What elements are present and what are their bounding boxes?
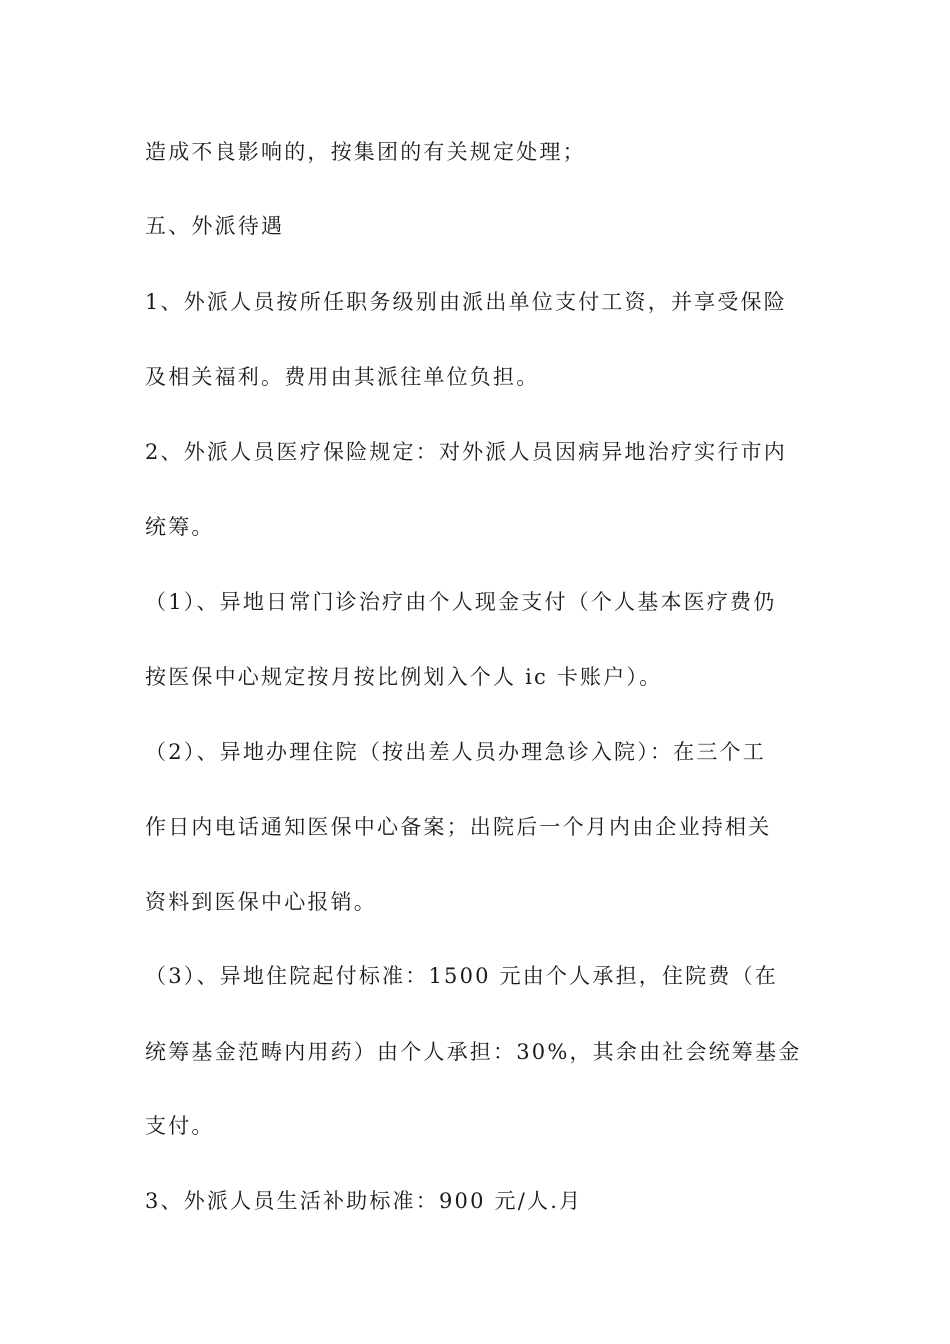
- paragraph-line-7: （1）、异地日常门诊治疗由个人现金支付（个人基本医疗费仍: [145, 590, 777, 614]
- paragraph-line-12: （3）、异地住院起付标准：1500 元由个人承担，住院费（在: [145, 964, 778, 988]
- paragraph-line-4: 及相关福利。费用由其派往单位负担。: [145, 365, 540, 389]
- paragraph-line-13: 统筹基金范畴内用药）由个人承担：30%，其余由社会统筹基金: [145, 1040, 802, 1064]
- paragraph-line-3: 1、外派人员按所任职务级别由派出单位支付工资，并享受保险: [145, 290, 787, 314]
- section-heading-benefits: 五、外派待遇: [145, 214, 285, 238]
- paragraph-line-1: 造成不良影响的，按集团的有关规定处理；: [145, 140, 586, 164]
- paragraph-line-15: 3、外派人员生活补助标准：900 元/人.月: [145, 1189, 583, 1213]
- paragraph-line-10: 作日内电话通知医保中心备案；出院后一个月内由企业持相关: [145, 815, 772, 839]
- paragraph-line-14: 支付。: [145, 1114, 215, 1138]
- paragraph-line-9: （2）、异地办理住院（按出差人员办理急诊入院）：在三个工: [145, 740, 766, 764]
- paragraph-line-5: 2、外派人员医疗保险规定：对外派人员因病异地治疗实行市内: [145, 440, 787, 464]
- paragraph-line-8: 按医保中心规定按月按比例划入个人 ic 卡账户）。: [145, 665, 663, 689]
- paragraph-line-11: 资料到医保中心报销。: [145, 890, 377, 914]
- paragraph-line-6: 统筹。: [145, 515, 215, 539]
